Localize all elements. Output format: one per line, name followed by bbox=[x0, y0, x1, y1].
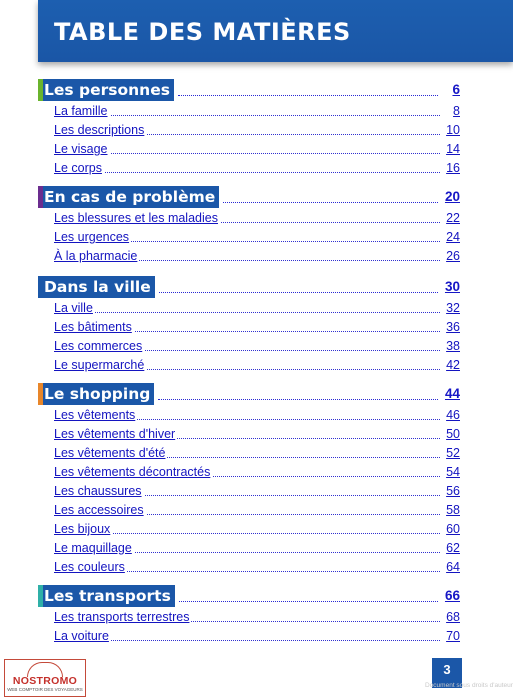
entry-label[interactable]: La famille bbox=[54, 104, 108, 118]
entry-leader-dots bbox=[54, 640, 440, 641]
toc-entry[interactable] bbox=[54, 558, 460, 576]
section-leader-dots bbox=[179, 601, 438, 602]
entry-page-number[interactable]: 32 bbox=[446, 301, 460, 315]
entry-label[interactable]: Les vêtements décontractés bbox=[54, 465, 211, 479]
toc-entry[interactable] bbox=[54, 627, 460, 645]
entry-label[interactable]: Les commerces bbox=[54, 339, 143, 353]
section-title: En cas de problème bbox=[43, 186, 219, 208]
section-header[interactable] bbox=[38, 383, 460, 405]
entry-label[interactable]: Les bâtiments bbox=[54, 320, 132, 334]
toc-entry[interactable] bbox=[54, 406, 460, 424]
toc-entry[interactable] bbox=[54, 444, 460, 462]
entry-page-number[interactable]: 42 bbox=[446, 358, 460, 372]
entry-label[interactable]: Le corps bbox=[54, 161, 102, 175]
toc-entry[interactable] bbox=[54, 501, 460, 519]
entry-page-number[interactable]: 50 bbox=[446, 427, 460, 441]
entry-page-number[interactable]: 64 bbox=[446, 560, 460, 574]
entry-label[interactable]: Les accessoires bbox=[54, 503, 144, 517]
toc-entry[interactable] bbox=[54, 539, 460, 557]
entry-label[interactable]: Les couleurs bbox=[54, 560, 125, 574]
section-header[interactable] bbox=[38, 186, 460, 208]
entry-page-number[interactable]: 10 bbox=[446, 123, 460, 137]
section-header[interactable] bbox=[38, 585, 460, 607]
toc-entry[interactable] bbox=[54, 356, 460, 374]
section-leader-dots bbox=[158, 399, 438, 400]
entry-page-number[interactable]: 58 bbox=[446, 503, 460, 517]
entry-page-number[interactable]: 68 bbox=[446, 610, 460, 624]
toc-entry[interactable] bbox=[54, 425, 460, 443]
entry-label[interactable]: Le maquillage bbox=[54, 541, 132, 555]
toc-entry[interactable] bbox=[54, 140, 460, 158]
section-page-number[interactable]: 44 bbox=[444, 386, 460, 401]
nostromo-logo bbox=[4, 659, 86, 697]
entry-label[interactable]: Les chaussures bbox=[54, 484, 142, 498]
toc-entry[interactable] bbox=[54, 318, 460, 336]
entry-label[interactable]: Les descriptions bbox=[54, 123, 145, 137]
entry-leader-dots bbox=[54, 115, 440, 116]
entry-page-number[interactable]: 14 bbox=[446, 142, 460, 156]
toc-entry[interactable] bbox=[54, 608, 460, 626]
entry-page-number[interactable]: 8 bbox=[453, 104, 460, 118]
entry-page-number[interactable]: 70 bbox=[446, 629, 460, 643]
entry-page-number[interactable]: 16 bbox=[446, 161, 460, 175]
entry-label[interactable]: Les blessures et les maladies bbox=[54, 211, 218, 225]
watermark-text: Document sous droits d'auteur bbox=[425, 682, 513, 689]
toc-entry[interactable] bbox=[54, 337, 460, 355]
entry-label[interactable]: Les transports terrestres bbox=[54, 610, 190, 624]
entry-label[interactable]: À la pharmacie bbox=[54, 249, 138, 263]
entry-page-number[interactable]: 22 bbox=[446, 211, 460, 225]
entry-label[interactable]: Les vêtements d'été bbox=[54, 446, 166, 460]
page-title: TABLE DES MATIÈRES bbox=[54, 18, 351, 46]
entry-page-number[interactable]: 60 bbox=[446, 522, 460, 536]
section-title: Le shopping bbox=[43, 383, 154, 405]
toc-entry[interactable] bbox=[54, 121, 460, 139]
section-page-number[interactable]: 66 bbox=[444, 588, 460, 603]
entry-label[interactable]: Le supermarché bbox=[54, 358, 145, 372]
entry-label[interactable]: La ville bbox=[54, 301, 93, 315]
toc-entry[interactable] bbox=[54, 463, 460, 481]
entry-page-number[interactable]: 54 bbox=[446, 465, 460, 479]
toc-entry[interactable] bbox=[54, 520, 460, 538]
section-title: Les transports bbox=[43, 585, 175, 607]
entry-label[interactable]: Les vêtements d'hiver bbox=[54, 427, 176, 441]
logo-name: NOSTROMO bbox=[12, 675, 78, 687]
entry-leader-dots bbox=[54, 153, 440, 154]
section-title: Dans la ville bbox=[43, 276, 155, 298]
section-leader-dots bbox=[159, 292, 438, 293]
page-number: 3 bbox=[432, 658, 462, 688]
toc-entry[interactable] bbox=[54, 102, 460, 120]
section-leader-dots bbox=[178, 95, 438, 96]
entry-leader-dots bbox=[54, 312, 440, 313]
section-header[interactable] bbox=[38, 79, 460, 101]
toc-entry[interactable] bbox=[54, 159, 460, 177]
entry-page-number[interactable]: 38 bbox=[446, 339, 460, 353]
toc-entry[interactable] bbox=[54, 299, 460, 317]
entry-page-number[interactable]: 52 bbox=[446, 446, 460, 460]
entry-page-number[interactable]: 26 bbox=[446, 249, 460, 263]
entry-page-number[interactable]: 46 bbox=[446, 408, 460, 422]
section-header[interactable] bbox=[38, 276, 460, 298]
entry-page-number[interactable]: 62 bbox=[446, 541, 460, 555]
entry-page-number[interactable]: 24 bbox=[446, 230, 460, 244]
toc-entry[interactable] bbox=[54, 482, 460, 500]
section-leader-dots bbox=[223, 202, 438, 203]
section-page-number[interactable]: 6 bbox=[452, 82, 460, 97]
entry-label[interactable]: Les bijoux bbox=[54, 522, 111, 536]
entry-leader-dots bbox=[54, 172, 440, 173]
entry-label[interactable]: Le visage bbox=[54, 142, 108, 156]
entry-label[interactable]: Les urgences bbox=[54, 230, 130, 244]
toc-entry[interactable] bbox=[54, 247, 460, 265]
section-title: Les personnes bbox=[43, 79, 174, 101]
logo-tagline: WEB COMPTOIR DES VOYAGEURS bbox=[7, 687, 83, 692]
entry-page-number[interactable]: 36 bbox=[446, 320, 460, 334]
entry-page-number[interactable]: 56 bbox=[446, 484, 460, 498]
entry-label[interactable]: La voiture bbox=[54, 629, 109, 643]
toc-entry[interactable] bbox=[54, 228, 460, 246]
toc-entry[interactable] bbox=[54, 209, 460, 227]
section-page-number[interactable]: 20 bbox=[444, 189, 460, 204]
section-page-number[interactable]: 30 bbox=[444, 279, 460, 294]
entry-label[interactable]: Les vêtements bbox=[54, 408, 136, 422]
